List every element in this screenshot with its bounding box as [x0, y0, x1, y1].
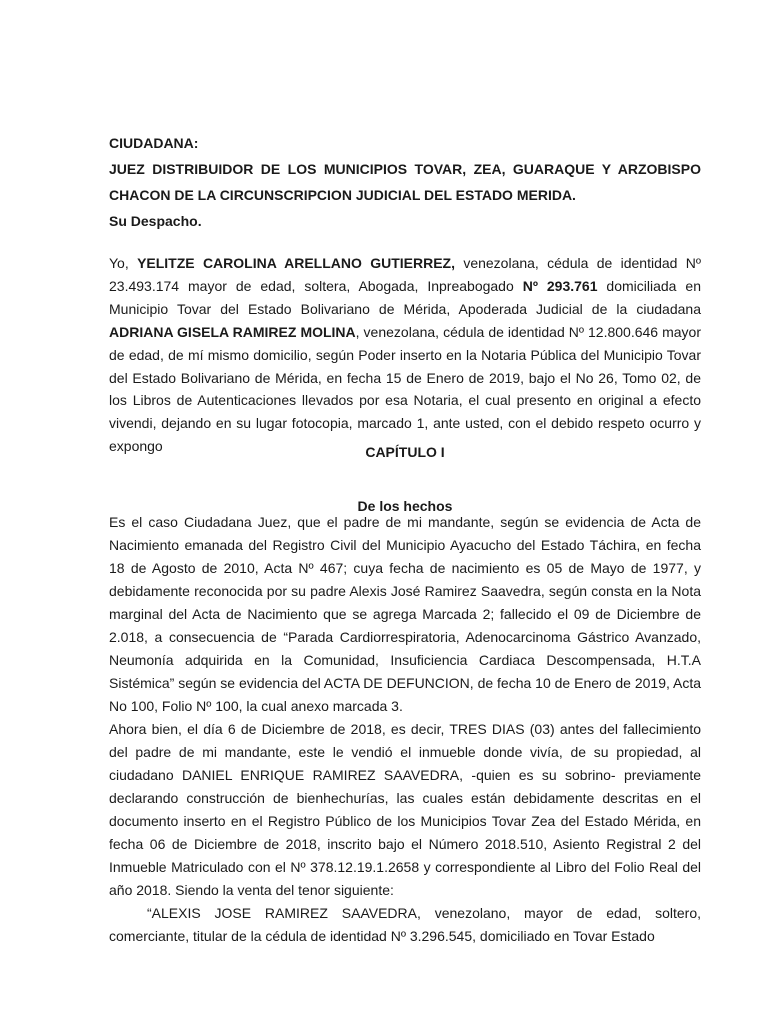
chapter-title: CAPÍTULO I [365, 444, 445, 460]
section-title: De los hechos [357, 498, 453, 514]
addressee-block [109, 130, 701, 234]
intro-text-1: Yo, [109, 255, 138, 271]
facts-paragraph-2: Ahora bien, el día 6 de Diciembre de 2018, es decir, TRES DIAS (03) antes del fallecimiento del padre de mi mandante, este le vendió el inmueble donde vivía, de su propiedad, al ciudadano DANIEL ENRIQUE RAMIREZ SAAVEDRA, -quien es su sobrino- previamente declarando construcción de bienhechurías, las cuales están debidamente descritas en el documento inserto en el Registro Público de los Municipios Tovar Zea del Estado Mérida, en fecha 06 de Diciembre de 2018, inscrito bajo el Número 2018.510, Asiento Registral 2 del Inmueble Matriculado con el Nº 378.12.19.1.2658 y correspondiente al Libro del Folio Real del año 2018. Siendo la venta del tenor siguiente: [109, 721, 701, 898]
intro-text-3: domiciliada en Municipio Tovar del Estado Bolivariano de Mérida, Apoderada Judicial de la ciudadana [109, 277, 701, 317]
client-name: ADRIANA GISELA RAMIREZ MOLINA [109, 323, 356, 340]
addressee-salutation: CIUDADANA: [109, 135, 199, 151]
intro-text-4: , venezolana, cédula de identidad Nº 12.800.646 mayor de edad, de mí mismo domicilio, según Poder inserto en la Notaria Pública del Municipio Tovar del Estado Bolivariano de Mérida, en fecha 15 de Enero de 2019, bajo el No 26, Tomo 02, de los Libros de Autenticaciones llevados por esa Notaria, el cual presento en original a efecto vivendi, dejando en su lugar fotocopia, marcado 1, ante usted, con el debido respeto ocurro y expongo [109, 323, 701, 455]
inpreabogado-number: Nº 293.761 [522, 277, 598, 294]
intro-paragraph [109, 252, 701, 458]
intro-text-2: venezolana, cédula de identidad Nº 23.493.174 mayor de edad, soltera, Abogada, Inpreabogado [109, 255, 701, 294]
addressee-court: JUEZ DISTRIBUIDOR DE LOS MUNICIPIOS TOVAR, ZEA, GUARAQUE Y ARZOBISPO CHACON DE LA CIRCUNSCRIPCION JUDICIAL DEL ESTADO MERIDA. [109, 161, 701, 203]
facts-paragraph-1: Es el caso Ciudadana Juez, que el padre de mi mandante, según se evidencia de Acta de Nacimiento emanada del Registro Civil del Municipio Ayacucho del Estado Táchira, en fecha 18 de Agosto de 2010, Acta Nº 467; cuya fecha de nacimiento es 05 de Mayo de 1977, y debidamente reconocida por su padre Alexis José Ramirez Saavedra, según consta en la Nota marginal del Acta de Nacimiento que se agrega Marcada 2; fallecido el 09 de Diciembre de 2.018, a consecuencia de “Parada Cardiorrespiratoria, Adenocarcinoma Gástrico Avanzado, Neumonía adquirida en la Comunidad, Insuficiencia Cardiaca Descompensada, H.T.A Sistémica” según se evidencia del ACTA DE DEFUNCION, de fecha 10 de Enero de 2019, Acta No 100, Folio Nº 100, la cual anexo marcada 3. [109, 514, 701, 714]
facts-section [109, 511, 701, 948]
addressee-office: Su Despacho. [109, 213, 202, 229]
attorney-name: YELITZE CAROLINA ARELLANO GUTIERREZ, [137, 255, 455, 271]
facts-paragraph-3: “ALEXIS JOSE RAMIREZ SAAVEDRA, venezolano, mayor de edad, soltero, comerciante, titular de la cédula de identidad Nº 3.296.545, domiciliado en Tovar Estado [109, 905, 701, 944]
